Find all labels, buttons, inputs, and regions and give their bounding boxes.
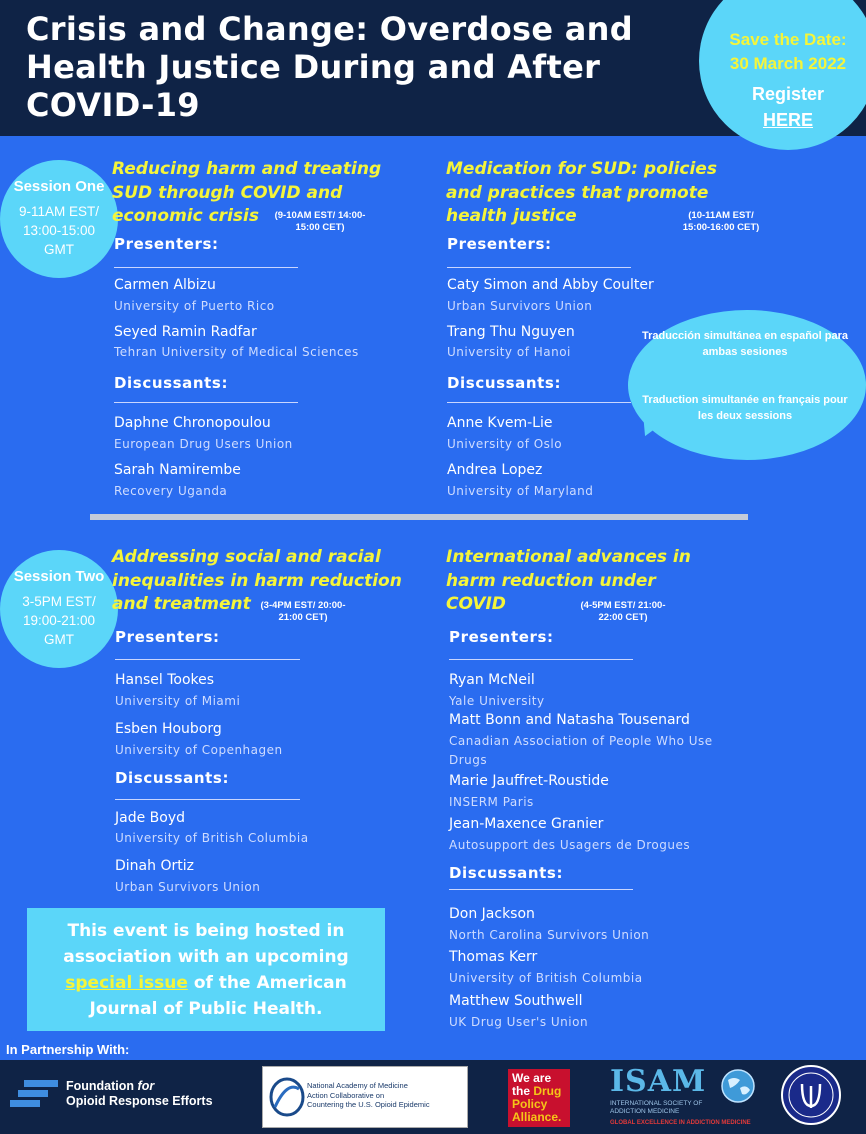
presenter-name: Esben Houborg — [115, 721, 222, 737]
register-label: Register — [751, 84, 825, 104]
session-two-badge — [0, 550, 118, 668]
presenter-affiliation: Canadian Association of People Who Use Drugs — [449, 734, 713, 767]
nam-text — [307, 1081, 430, 1110]
translation-french: Traduction simultanée en français pour les deux sessions — [642, 394, 848, 422]
presenter-affiliation: University of Puerto Rico — [114, 299, 275, 313]
s1-left-time: (9-10AM EST/ 14:00-15:00 CET) — [274, 210, 366, 233]
s2-left-title: Addressing social and racial inequalities in harm reduction and treatment — [112, 547, 402, 614]
fore-name — [66, 1079, 213, 1109]
discussant-affiliation: Recovery Uganda — [114, 484, 228, 498]
isam-tagline: GLOBAL EXCELLENCE IN ADDICTION MEDICINE — [610, 1120, 751, 1126]
globe-icon — [720, 1068, 756, 1104]
dpa-line1: We are — [512, 1071, 552, 1085]
session-two-label: Session Two — [13, 568, 105, 585]
discussant-affiliation: University of Maryland — [447, 484, 594, 498]
session-one-badge — [0, 160, 118, 278]
divider-rule — [447, 267, 631, 268]
discussant-name: Andrea Lopez — [447, 462, 543, 478]
presenter-name: Jean-Maxence Granier — [449, 816, 604, 832]
fore-mark-icon — [10, 1080, 58, 1110]
page-title: Crisis and Change: Overdose and Health Justice During and After COVID-19 — [26, 10, 633, 124]
fore-logo — [10, 1077, 240, 1117]
s1-right-time: (10-11AM EST/ 15:00-16:00 CET) — [682, 210, 760, 233]
divider-rule — [115, 659, 300, 660]
presenter-name: Hansel Tookes — [115, 672, 215, 688]
presenter-name: Carmen Albizu — [114, 277, 216, 293]
fore-for: for — [137, 1079, 155, 1093]
nam-line3: Countering the U.S. Opioid Epidemic — [307, 1100, 430, 1109]
nam-line1: National Academy of Medicine — [307, 1081, 408, 1090]
partners-label: In Partnership With: — [6, 1042, 130, 1057]
dpa-line3: Policy — [512, 1097, 548, 1111]
s1-right-discussants-heading: Discussants: — [447, 374, 562, 392]
dpa-line4: Alliance. — [512, 1110, 562, 1124]
save-date-value: 30 March 2022 — [729, 54, 847, 73]
presenter-affiliation: University of Copenhagen — [115, 743, 283, 757]
discussant-affiliation: North Carolina Survivors Union — [449, 928, 650, 942]
save-the-date-badge — [699, 0, 866, 150]
presenter-affiliation: Urban Survivors Union — [447, 299, 593, 313]
isam-title: ISAM — [610, 1064, 707, 1099]
nam-line2: Action Collaborative on — [307, 1090, 385, 1100]
nam-mark-icon — [269, 1077, 305, 1117]
dpa-line2: the — [512, 1084, 530, 1098]
discussant-affiliation: University of British Columbia — [115, 831, 309, 845]
isam-logo — [610, 1064, 760, 1130]
discussant-affiliation: Urban Survivors Union — [115, 880, 261, 894]
discussant-affiliation: European Drug Users Union — [114, 437, 293, 451]
divider-rule — [449, 889, 633, 890]
discussant-affiliation: University of Oslo — [447, 437, 563, 451]
presenter-name: Marie Jauffret-Roustide — [449, 773, 609, 789]
save-date-label: Save the Date: — [729, 30, 847, 49]
s2-left-time: (3-4PM EST/ 20:00-21:00 CET) — [260, 600, 346, 623]
hosted-notice — [27, 908, 385, 1031]
presenter-name: Caty Simon and Abby Coulter — [447, 277, 654, 293]
s1-left-title: Reducing harm and treating SUD through COVID and economic crisis — [112, 159, 382, 226]
divider-rule — [447, 402, 631, 403]
discussant-name: Anne Kvem-Lie — [447, 415, 553, 431]
discussant-name: Jade Boyd — [115, 810, 185, 826]
presenter-affiliation: INSERM Paris — [449, 795, 534, 809]
divider-rule — [114, 267, 298, 268]
presenter-affiliation: Yale University — [449, 694, 545, 708]
isam-subtitle: INTERNATIONAL SOCIETY OF ADDICTION MEDICINE — [610, 1100, 703, 1115]
presenter-name: Seyed Ramin Radfar — [114, 324, 257, 340]
presenter-name: Matt Bonn and Natasha Tousenard — [449, 712, 690, 728]
discussant-name: Dinah Ortiz — [115, 858, 194, 874]
fore-line1: Foundation — [66, 1079, 135, 1093]
discussant-affiliation: UK Drug User's Union — [449, 1015, 589, 1029]
hosted-notice-text — [27, 918, 385, 1022]
round-seal-logo-icon — [780, 1064, 842, 1126]
s1-right-presenters-heading: Presenters: — [447, 235, 552, 253]
translation-spanish: Traducción simultánea en español para ambas sesiones — [641, 330, 848, 358]
discussant-name: Sarah Namirembe — [114, 462, 241, 478]
s2-right-time: (4-5PM EST/ 21:00-22:00 CET) — [580, 600, 666, 623]
session-divider — [90, 514, 748, 520]
discussant-name: Don Jackson — [449, 906, 535, 922]
presenter-name: Trang Thu Nguyen — [447, 324, 575, 340]
s1-left-presenters-heading: Presenters: — [114, 235, 219, 253]
divider-rule — [449, 659, 633, 660]
session-one-label: Session One — [13, 178, 105, 195]
presenter-affiliation: University of Hanoi — [447, 345, 571, 359]
s1-left-discussants-heading: Discussants: — [114, 374, 229, 392]
dpa-text — [512, 1072, 561, 1124]
s2-right-discussants-heading: Discussants: — [449, 864, 564, 882]
divider-rule — [115, 799, 300, 800]
discussant-name: Daphne Chronopoulou — [114, 415, 271, 431]
s2-right-title: International advances in harm reduction under COVID — [446, 547, 691, 614]
fore-line2: Opioid Response Efforts — [66, 1094, 213, 1108]
session-one-time: 9-11AM EST/ 13:00-15:00 GMT — [18, 204, 100, 257]
discussant-name: Matthew Southwell — [449, 993, 583, 1009]
s1-right-title: Medication for SUD: policies and practices that promote health justice — [446, 159, 717, 226]
special-issue-link[interactable]: special issue — [65, 973, 188, 993]
divider-rule — [114, 402, 298, 403]
s2-right-presenters-heading: Presenters: — [449, 628, 554, 646]
hosted-text-before: This event is being hosted in association with an upcoming — [63, 921, 349, 967]
presenter-name: Ryan McNeil — [449, 672, 535, 688]
presenter-affiliation: University of Miami — [115, 694, 241, 708]
hosted-text-after: of the American Journal of Public Health. — [89, 973, 347, 1019]
nam-logo — [262, 1066, 468, 1128]
presenter-affiliation: Tehran University of Medical Sciences — [114, 345, 359, 359]
discussant-affiliation: University of British Columbia — [449, 971, 643, 985]
presenter-affiliation: Autosupport des Usagers de Drogues — [449, 838, 691, 852]
s2-left-discussants-heading: Discussants: — [115, 769, 230, 787]
dpa-line2b: Drug — [533, 1084, 562, 1098]
register-link[interactable]: HERE — [762, 110, 813, 130]
s2-left-presenters-heading: Presenters: — [115, 628, 220, 646]
discussant-name: Thomas Kerr — [449, 949, 538, 965]
dpa-logo — [508, 1069, 570, 1127]
session-two-time: 3-5PM EST/ 19:00-21:00 GMT — [22, 594, 96, 647]
